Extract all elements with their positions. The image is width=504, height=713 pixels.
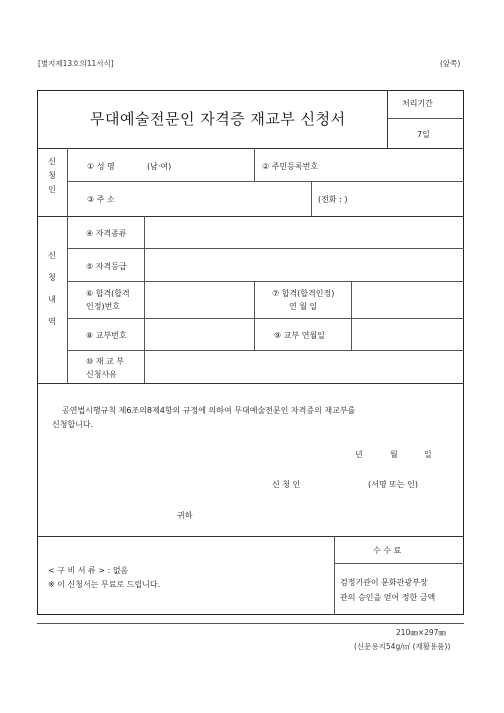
pass-number-field[interactable]: [145, 282, 253, 318]
statement-line-2: 신청합니다.: [52, 420, 94, 429]
page-side-label: (앞쪽): [440, 59, 461, 68]
reissue-reason-field[interactable]: [145, 351, 463, 383]
cert-type-label: ④ 자격종류: [86, 229, 127, 238]
form-title: 무대예술전문인 자격증 재교부 신청서: [90, 110, 346, 128]
fee-description-line-1: 검정기관이 문화관광부장: [340, 578, 428, 587]
fee-label: 수 수 료: [373, 546, 402, 555]
cert-grade-field[interactable]: [145, 249, 463, 281]
statement-line-1: 공연법시행규칙 제6조의8제4항의 규정에 의하여 무대예술전문인 자격증의 재교부를: [62, 406, 356, 415]
cert-grade-label: ⑤ 자격등급: [86, 262, 127, 271]
application-section-label: 신 청 내 역: [48, 251, 56, 326]
date-month-label: 월: [390, 450, 398, 459]
name-field[interactable]: (남‧여): [147, 162, 172, 171]
date-year-label: 년: [355, 450, 363, 459]
issue-number-label: ⑧ 교부번호: [86, 331, 127, 340]
applicant-section-label: 신 청 인: [48, 157, 56, 194]
date-day-label: 일: [424, 450, 432, 459]
issue-date-field[interactable]: [352, 319, 463, 350]
processing-period-label: 처리기간: [402, 99, 433, 108]
pass-date-label: ⑦ 합격(합격인정) 연 월 일: [272, 289, 335, 311]
pass-number-label: ⑥ 합격(합격 인정)번호: [86, 289, 130, 311]
name-label: ① 성 명: [87, 162, 115, 171]
resident-number-field[interactable]: [340, 149, 463, 181]
paper-spec-label: (신문용지54g/㎡ (재활용품)): [354, 642, 451, 651]
reissue-reason-label: ⑩ 재 교 부 신청사유: [86, 357, 124, 379]
pass-date-field[interactable]: [352, 282, 463, 318]
address-field[interactable]: [148, 182, 310, 216]
address-label: ③ 주 소: [87, 195, 115, 204]
paper-size-label: 210㎜×297㎜: [396, 628, 446, 637]
fee-description-line-2: 관의 승인을 얻어 정한 금액: [340, 593, 436, 602]
signature-field[interactable]: (서명 또는 인): [368, 480, 418, 489]
issue-date-label: ⑨ 교부 연월일: [274, 331, 325, 340]
processing-period-value: 7일: [417, 130, 430, 139]
phone-field[interactable]: (전화 : ): [318, 195, 348, 204]
addressee-label: 귀하: [177, 511, 193, 520]
resident-number-label: ② 주민등록번호: [262, 162, 319, 171]
applicant-sign-label: 신 청 인: [272, 480, 301, 489]
free-form-note: ※ 이 신청서는 무료로 드립니다.: [48, 580, 161, 589]
required-documents: < 구 비 서 류 > : 없음: [48, 566, 129, 575]
issue-number-field[interactable]: [145, 319, 253, 350]
form-number: [별지제13호의11서식]: [38, 59, 114, 68]
cert-type-field[interactable]: [145, 217, 463, 248]
